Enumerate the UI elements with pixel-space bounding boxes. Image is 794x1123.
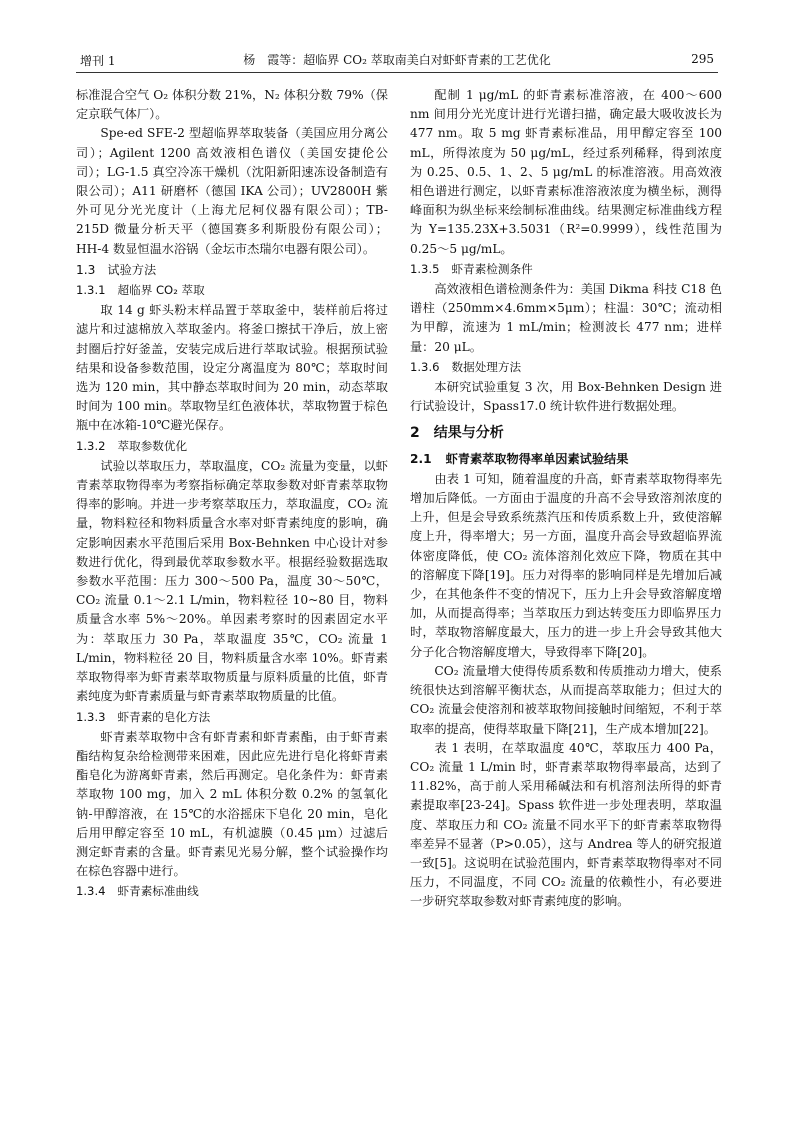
heading-text: 虾青素的皂化方法: [117, 709, 211, 724]
heading-number: 1.3.6: [410, 359, 440, 374]
section-heading: [410, 450, 722, 469]
heading-text: 结果与分析: [433, 425, 504, 442]
right-column: [410, 86, 722, 912]
header-divider: [76, 72, 718, 73]
section-heading: [410, 424, 722, 443]
heading-number: 1.3.5: [410, 261, 440, 276]
issue-label: 增刊 1: [80, 54, 116, 68]
subsection-heading: [76, 437, 388, 456]
paragraph: 取 14 g 虾头粉末样品置于萃取釜中，装样前后将过滤片和过滤棉放入萃取釜内。将釜口擦拭干净后，放上密封圈后拧好釜盖，安装完成后进行萃取试验。根据预试验结果和设备参数范围，设定分离温度为 80℃；萃取时间选为 120 min，其中静态萃取时间为 20 min，动态萃取时间为 100 min。萃取物呈红色液体状，萃取物置于棕色瓶中在冰箱-10℃避光保存。: [76, 303, 388, 433]
paragraph: CO₂ 流量增大使得传质系数和传质推动力增大，使系统很快达到溶解平衡状态，从而提高萃取能力；但过大的 CO₂ 流量会使溶剂和被萃取物间接触时间缩短，不利于萃取率的提高，使得萃取量下降[21]，生产成本增加[22]。: [410, 663, 722, 736]
subsection-heading: [76, 708, 388, 727]
paragraph: 由表 1 可知，随着温度的升高，虾青素萃取物得率先增加后降低。一方面由于温度的升高不会导致溶剂浓度的上升，但是会导致系统蒸汽压和传质系数上升，致使溶解度上升，得率增大；另一方面，温度升高会导致超临界流体密度降低，使 CO₂ 流体溶剂化效应下降，物质在其中的溶解度下降[19]。压力对得率的影响同样是先增加后减少，在其他条件不变的情况下，压力上升会导致溶解度增加，从而提高得率；当萃取压力到达转变压力即临界压力时，萃取物溶解度最大，压力的进一步上升会导致其他大分子化合物溶解度增大，导致得率下降[20]。: [410, 471, 722, 659]
subsection-heading: [410, 358, 722, 377]
paragraph: Spe-ed SFE-2 型超临界萃取装备（美国应用分离公司）；Agilent 1200 高效液相色谱仪（美国安捷伦公司）；LG-1.5 真空冷冻干燥机（沈阳新阳速冻设备制造有限公司）；A11 研磨杯（德国 IKA 公司）；UV2800H 紫外可见分光光度计（上海尤尼柯仪器有限公司）；TB-215D 微量分析天平（德国赛多利斯股份有限公司）；HH-4 数显恒温水浴锅（金坛市杰瑞尔电器有限公司）。: [76, 126, 388, 256]
heading-number: 2: [410, 425, 420, 442]
running-title: 杨 霞等：超临界 CO₂ 萃取南美白对虾虾青素的工艺优化: [243, 53, 551, 67]
heading-text: 虾青素标准曲线: [117, 884, 199, 899]
heading-text: 试验方法: [107, 262, 157, 277]
heading-number: 1.3.4: [76, 884, 106, 899]
subsection-heading: [410, 260, 722, 279]
heading-text: 萃取参数优化: [117, 438, 188, 453]
heading-number: 2.1: [410, 451, 432, 466]
heading-text: 数据处理方法: [451, 359, 522, 374]
paragraph: 本研究试验重复 3 次，用 Box-Behnken Design 进行试验设计，Spass17.0 统计软件进行数据处理。: [410, 380, 722, 414]
heading-number: 1.3.2: [76, 438, 106, 453]
subsection-heading: [76, 281, 388, 300]
heading-number: 1.3: [76, 262, 96, 277]
page-number: 295: [691, 52, 714, 66]
paragraph: 虾青素萃取物中含有虾青素和虾青素酯，由于虾青素酯结构复杂给检测带来困难，因此应先进行皂化将虾青素酯皂化为游离虾青素，然后再测定。皂化条件为：虾青素萃取物 100 mg，加入 2 mL 体积分数 0.2% 的氢氧化钠-甲醇溶液，在 15℃的水浴摇床下皂化 20 min，皂化后用甲醇定容至 10 mL，有机滤膜（0.45 μm）过滤后测定虾青素的含量。虾青素见光易分解，整个试验操作均在棕色容器中进行。: [76, 729, 388, 879]
paragraph: 高效液相色谱检测条件为：美国 Dikma 科技 C18 色谱柱（250mm×4.6mm×5μm）；柱温：30℃；流动相为甲醇，流速为 1 mL/min；检测波长 477 nm；进样量：20 μL。: [410, 282, 722, 354]
paragraph: 表 1 表明，在萃取温度 40℃，萃取压力 400 Pa，CO₂ 流量 1 L/min 时，虾青素萃取物得率最高，达到了 11.82%，高于前人采用稀碱法和有机溶剂法所得的虾青素提取率[23-24]。Spass 软件进一步处理表明，萃取温度、萃取压力和 CO₂ 流量不同水平下的虾青素萃取物得率差异不显著（P>0.05），这与 Andrea 等人的研究报道一致[5]。这说明在试验范围内，虾青素萃取物得率对不同压力，不同温度，不同 CO₂ 流量的依赖性小，有必要进一步研究萃取参数对虾青素纯度的影响。: [410, 740, 722, 909]
paragraph: 试验以萃取压力，萃取温度，CO₂ 流量为变量，以虾青素萃取物得率为考察指标确定萃取参数对虾青素萃取物得率的影响。并进一步考察萃取压力，萃取温度，CO₂ 流量，物料粒径和物料质量含水率对虾青素纯度的影响，确定影响因素水平范围后采用 Box-Behnken 中心设计对参数进行优化，得到最优萃取参数水平。根据经验数据选取参数水平范围：压力 300～500 Pa，温度 30～50℃，CO₂ 流量 0.1～2.1 L/min，物料粒径 10~80 目，物料质量含水率 5%～20%。单因素考察时的因素固定水平为：萃取压力 30 Pa，萃取温度 35℃，CO₂ 流量 1 L/min，物料粒径 20 目，物料质量含水率 10%。虾青素萃取物得率为虾青素萃取物质量与原料质量的比值，虾青素纯度为虾青素质量与虾青素萃取物质量的比值。: [76, 458, 388, 704]
running-header: [76, 48, 718, 70]
heading-text: 超临界 CO₂ 萃取: [117, 283, 205, 298]
left-column: [76, 86, 388, 903]
heading-text: 虾青素检测条件: [451, 261, 533, 276]
section-heading: [76, 261, 388, 280]
heading-number: 1.3.3: [76, 709, 106, 724]
paragraph: 配制 1 μg/mL 的虾青素标准溶液，在 400～600 nm 间用分光光度计进行光谱扫描，确定最大吸收波长为 477 nm。取 5 mg 虾青素标准品，用甲醇定容至 100 mL，所得浓度为 50 μg/mL，经过系列稀释，得到浓度为 0.25、0.5、1、2、5 μg/mL 的标准溶液。用高效液相色谱进行测定，以虾青素标准溶液浓度为横坐标，测得峰面积为纵坐标来绘制标准曲线。结果测定标准曲线方程为 Y=135.23X+3.5031（R²=0.9999），线性范围为 0.25～5 μg/mL。: [410, 88, 722, 256]
heading-number: 1.3.1: [76, 283, 106, 298]
paragraph: 标准混合空气 O₂ 体积分数 21%，N₂ 体积分数 79%（保定京联气体厂）。: [76, 88, 388, 122]
heading-text: 虾青素萃取物得率单因素试验结果: [445, 451, 629, 466]
subsection-heading: [76, 882, 388, 901]
